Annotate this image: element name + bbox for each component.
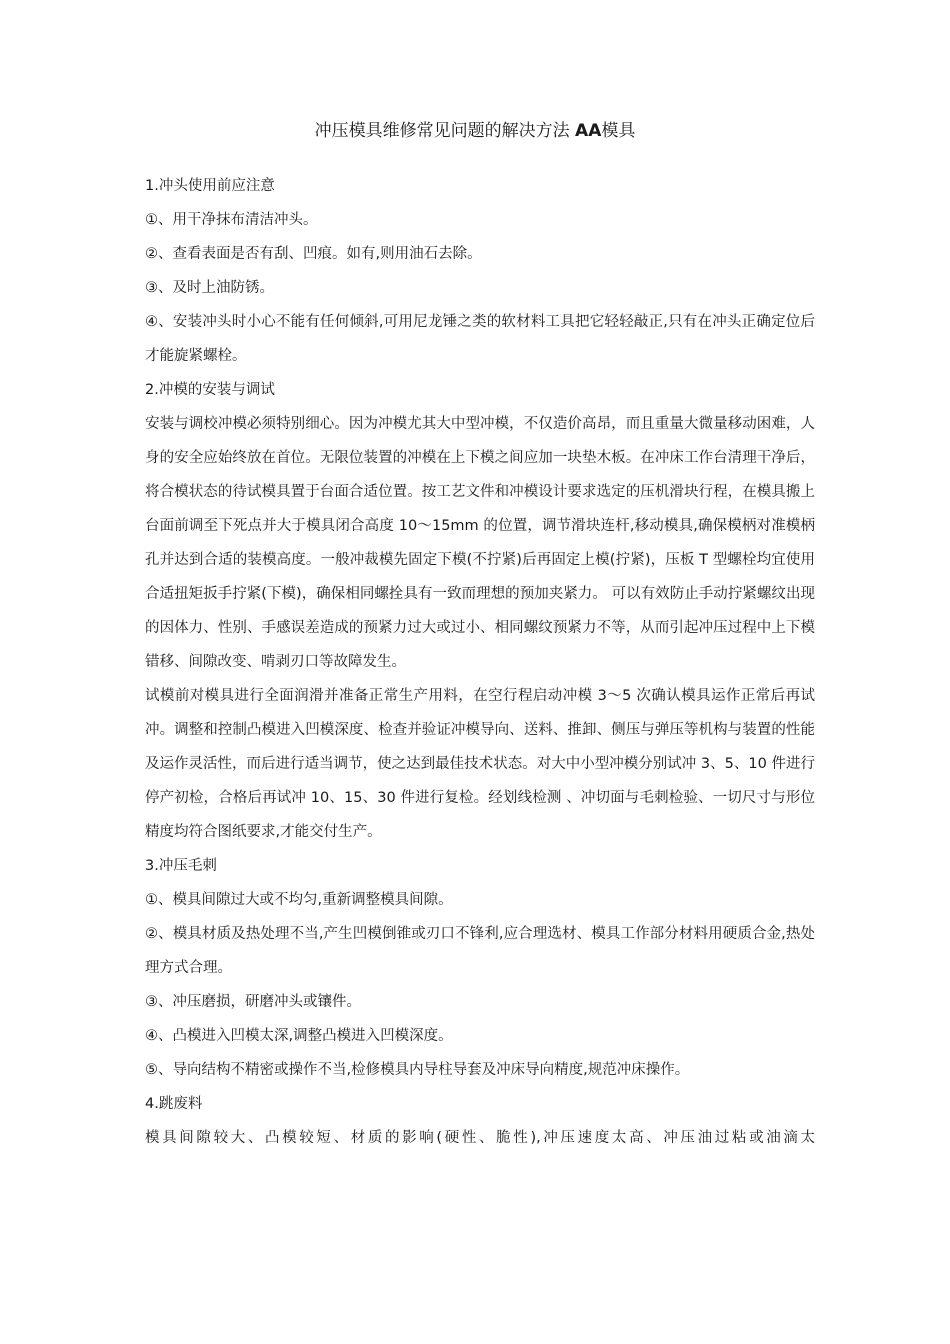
section-heading: 1.冲头使用前应注意 [145, 178, 275, 194]
title-bold: AA [575, 121, 602, 141]
list-item: ①、模具间隙过大或不均匀,重新调整模具间隙。 [145, 892, 453, 908]
list-item: ③、冲压磨损，研磨冲头或镶件。 [145, 994, 361, 1010]
section-heading: 3.冲压毛刺 [145, 858, 217, 874]
list-item: ②、模具材质及热处理不当,产生凹模倒锥或刃口不锋利,应合理选材、模具工作部分材料用硬质合金,热处理方式合理。 [145, 926, 815, 976]
list-item: ②、查看表面是否有刮、凹痕。如有,则用油石去除。 [145, 246, 482, 262]
body-paragraph: 安装与调校冲模必须特别细心。因为冲模尤其大中型冲模，不仅造价高昂，而且重量大微量移动困难，人身的安全应始终放在首位。无限位装置的冲模在上下模之间应加一块垫木板。在冲床工作台清理干净后，将合模状态的待试模具置于台面合适位置。按工艺文件和冲模设计要求选定的压机滑块行程，在模具搬上台面前调至下死点并大于模具闭合高度 10～15mm 的位置，调节滑块连杆,移动模具,确保模柄对准模柄孔并达到合适的装模高度。一般冲裁模先固定下模(不拧紧)后再固定上模(拧紧)，压板 T 型螺栓均宜使用合适扭矩扳手拧紧(下模)，确保相同螺拴具有一致而理想的预加夹紧力。 可以有效防止手动拧紧螺纹出现的因体力、性别、手感误差造成的预紧力过大或过小、相同螺纹预紧力不等，从而引起冲压过程中上下模错移、间隙改变、啃剥刃口等故障发生。 [145, 416, 815, 670]
document-title [0, 118, 950, 144]
title-main: 冲压模具维修常见问题的解决方法 [314, 121, 570, 141]
list-item: ①、用干净抹布清洁冲头。 [145, 212, 318, 228]
list-item: ④、凸模进入凹模太深,调整凸模进入凹模深度。 [145, 1028, 453, 1044]
body-paragraph: 试模前对模具进行全面润滑并准备正常生产用料，在空行程启动冲模 3～5 次确认模具运作正常后再试冲。调整和控制凸模进入凹模深度、检查并验证冲模导向、送料、推卸、侧压与弹压等机构与装置的性能及运作灵活性，而后进行适当调节，使之达到最佳技术状态。对大中小型冲模分别试冲 3、5、10 件进行停产初检，合格后再试冲 10、15、30 件进行复检。经划线检测 、冲切面与毛刺检验、一切尺寸与形位精度均符合图纸要求,才能交付生产。 [145, 688, 815, 840]
document-body [145, 169, 815, 1155]
body-paragraph: 模具间隙较大、凸模较短、材质的影响(硬性、脆性),冲压速度太高、冲压油过粘或油滴太 [145, 1130, 815, 1146]
list-item: ④、安装冲头时小心不能有任何倾斜,可用尼龙锤之类的软材料工具把它轻轻敲正,只有在冲头正确定位后才能旋紧螺栓。 [145, 314, 815, 364]
title-tail: 模具 [601, 121, 636, 141]
list-item: ③、及时上油防锈。 [145, 280, 274, 296]
section-heading: 4.跳废料 [145, 1096, 203, 1112]
section-heading: 2.冲模的安装与调试 [145, 382, 275, 398]
list-item: ⑤、导向结构不精密或操作不当,检修模具内导柱导套及冲床导向精度,规范冲床操作。 [145, 1062, 690, 1078]
